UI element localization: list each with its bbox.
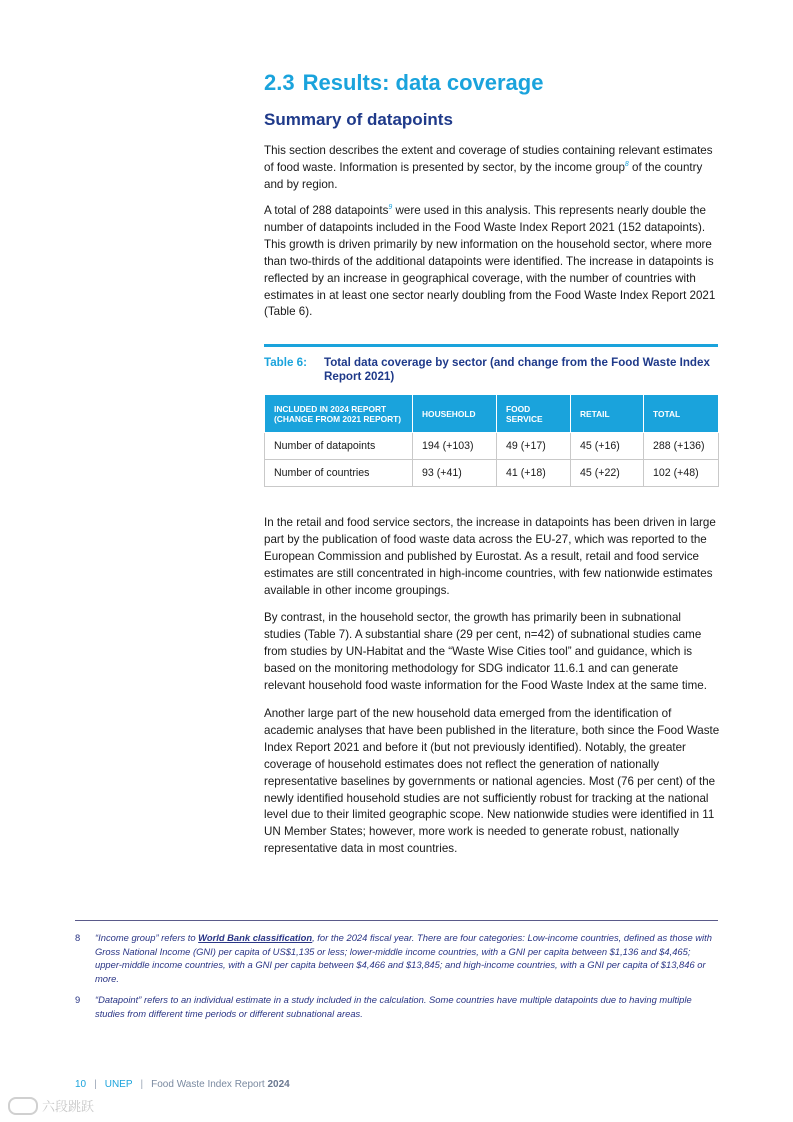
footer-year: 2024 xyxy=(267,1079,290,1090)
subtitle: Summary of datapoints xyxy=(264,110,453,129)
table-label: Table 6: xyxy=(264,356,307,369)
table-row xyxy=(265,433,719,460)
footnote-text: “Income group” refers to World Bank classification, for the 2024 fiscal year. There are four categories: Low-income countries, defined as those with Gross National Income (GNI) per capita of US$1,135 or less; lower-middle income countries, with a GNI per capita between $1,136 and $4,465; upper-middle income countries, with a GNI per capita between $4,466 and $13,845; and high-income countries, with a GNI per capita of $13,846 or more. xyxy=(95,932,712,984)
section-number: 2.3 xyxy=(264,70,295,95)
table-row xyxy=(265,460,719,487)
footnote-ref-9[interactable]: 9 xyxy=(388,204,393,212)
cell-retail: 45 (+16) xyxy=(571,433,644,460)
footer-org: UNEP xyxy=(104,1079,133,1090)
watermark-logo-icon xyxy=(8,1097,38,1115)
watermark-text: 六段跳跃 xyxy=(42,1099,95,1114)
footnote-8 xyxy=(75,931,718,985)
footnote-text: “Datapoint” refers to an individual estimate in a study included in the calculation. Some countries have multiple datapoints due to having multiple studies from different time periods or different subnational areas. xyxy=(95,994,692,1019)
watermark xyxy=(8,1096,94,1115)
paragraph-retail: In the retail and food service sectors, the increase in datapoints has been driven in large part by the publication of food waste data across the EU-27, which was reported to the European Commission and published by Eurostat. As a result, retail and food service estimates are still concentrated in high-income countries, with few nationwide estimates available in other income groupings. xyxy=(264,516,716,597)
data-coverage-table xyxy=(264,394,719,487)
row-label: Number of datapoints xyxy=(265,433,413,460)
table-6 xyxy=(264,344,718,487)
header-food-service: FOOD SERVICE xyxy=(497,395,571,433)
table-header-row xyxy=(265,395,719,433)
header-total: TOTAL xyxy=(644,395,719,433)
header-included: INCLUDED IN 2024 REPORT (CHANGE FROM 2021 REPORT) xyxy=(265,395,413,433)
table-caption xyxy=(264,356,718,384)
paragraph-academic: Another large part of the new household data emerged from the identification of academic analyses that have been published in the literature, both since the Food Waste Index Report 2021 and before it (but not previously identified). Notably, the greater coverage of household estimates does not reflect the generation of nationally representative baselines by governments or national agencies. Most (76 per cent) of the newly identified household studies are not sufficiently robust for tracking at the national level due to their limited geographic scope. New nationwide studies were identified in 11 UN Member States; however, more work is needed to generate robust, nationally representative data in most countries. xyxy=(264,707,720,856)
header-household: HOUSEHOLD xyxy=(413,395,497,433)
section-title-text: Results: data coverage xyxy=(302,70,544,95)
header-retail: RETAIL xyxy=(571,395,644,433)
cell-total: 288 (+136) xyxy=(644,433,719,460)
cell-total: 102 (+48) xyxy=(644,460,719,487)
paragraph-household: By contrast, in the household sector, the growth has primarily been in subnational studies (Table 7). A substantial share (29 per cent, n=42) of subnational studies came from studies by UN-Habitat and the “Waste Wise Cities tool” and guidance, which is based on the monitoring methodology for SDG indicator 11.6.1 and can generate relevant household food waste information for the Food Waste Index at the same time. xyxy=(264,611,707,692)
page-number: 10 xyxy=(75,1079,87,1090)
footnote-number: 9 xyxy=(75,994,81,1005)
table-top-rule xyxy=(264,344,718,347)
footer-separator: | xyxy=(94,1079,97,1090)
footnote-9 xyxy=(75,993,718,1020)
paragraph-intro: This section describes the extent and coverage of studies containing relevant estimates of food waste. Information is presented by sector, by the income group$^8$ of the country and by region. xyxy=(264,144,713,191)
section-title xyxy=(264,70,543,96)
footer-separator: | xyxy=(140,1079,144,1090)
cell-household: 93 (+41) xyxy=(413,460,497,487)
world-bank-link[interactable]: World Bank classification xyxy=(198,932,313,943)
footer-report: Food Waste Index Report xyxy=(151,1079,265,1090)
footnote-ref-8[interactable]: 8 xyxy=(624,161,629,169)
cell-retail: 45 (+22) xyxy=(571,460,644,487)
cell-household: 194 (+103) xyxy=(413,433,497,460)
page-footer xyxy=(75,1079,290,1090)
footnote-number: 8 xyxy=(75,932,81,943)
footnote-divider xyxy=(75,920,718,921)
paragraph-datapoints: A total of 288 datapoints$^9$ were used in this analysis. This represents nearly double the number of datapoints included in the Food Waste Index Report 2021 (152 datapoints). This growth is driven primarily by new information on the household sector, where more than two-thirds of the additional datapoints were identified. The increase in datapoints is reflected by an increase in geographical coverage, with the number of countries with estimates in at least one sector nearly doubling from the Food Waste Index Report 2021 (Table 6). xyxy=(264,204,716,319)
cell-food-service: 41 (+18) xyxy=(497,460,571,487)
cell-food-service: 49 (+17) xyxy=(497,433,571,460)
row-label: Number of countries xyxy=(265,460,413,487)
table-caption-text: Total data coverage by sector (and change from the Food Waste Index Report 2021) xyxy=(324,356,710,383)
